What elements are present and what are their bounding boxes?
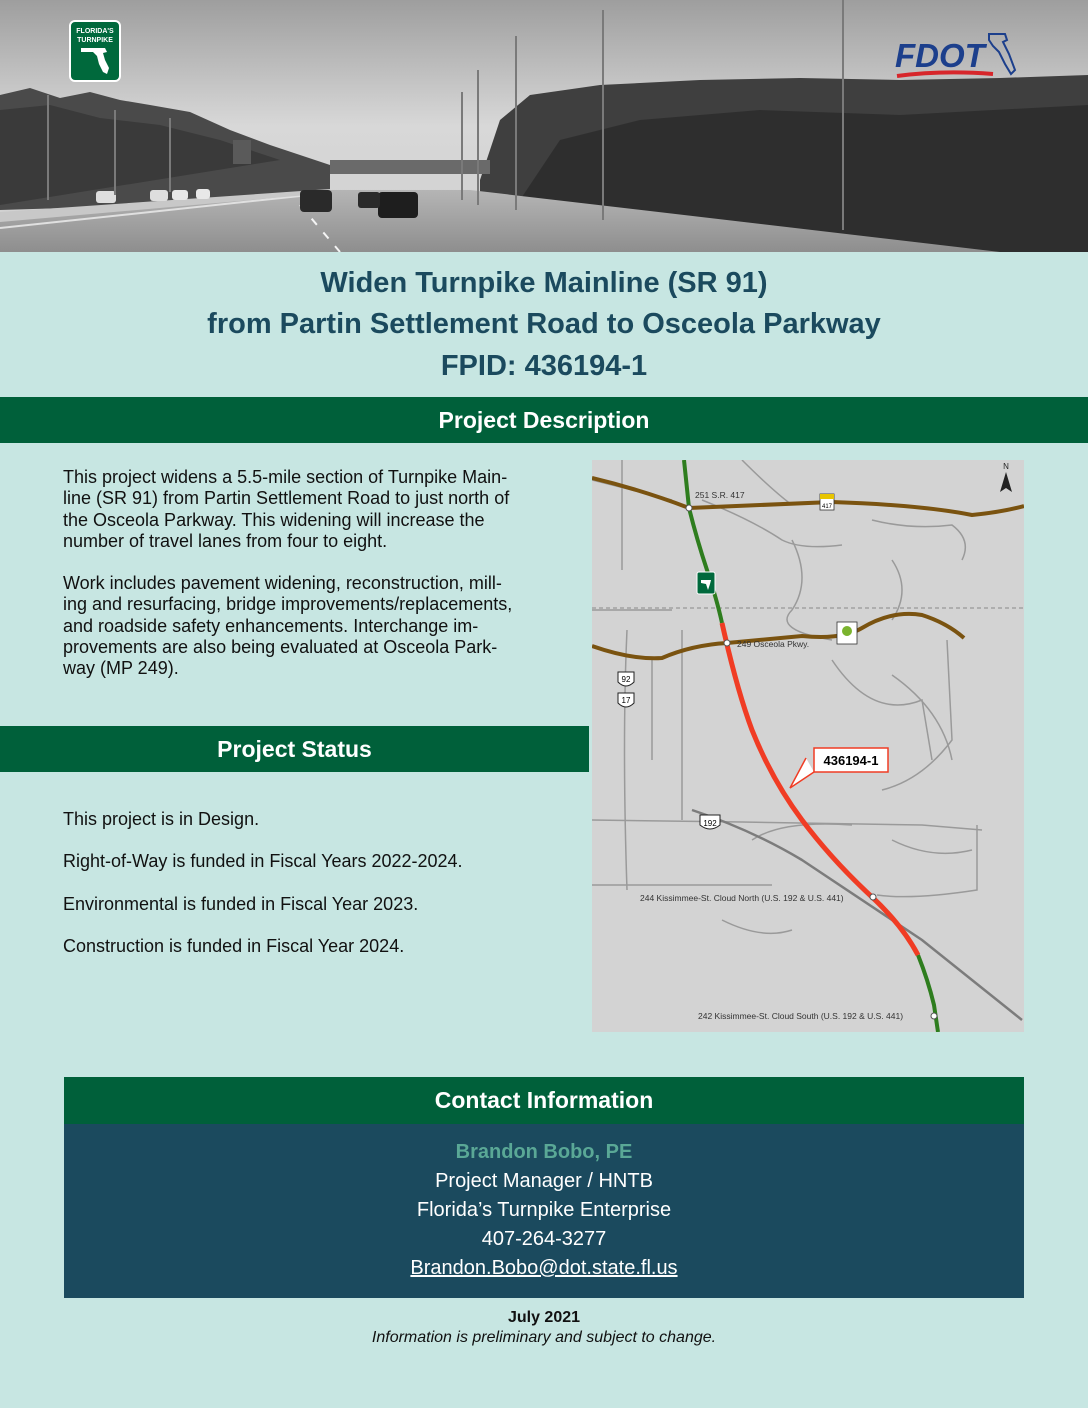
map-label-sr417: 251 S.R. 417 [695,490,745,500]
footer-disclaimer: Information is preliminary and subject to change. [371,1329,717,1346]
florida-outline-icon [989,34,1015,74]
contact-role: Project Manager / HNTB [435,1170,653,1192]
turnpike-logo-line1: FLORIDA'S [76,28,114,35]
map-label-kissimmee-north: 244 Kissimmee-St. Cloud North (U.S. 192 & U.S. 441) [640,893,844,903]
project-description-text [63,467,563,680]
description-line: and roadside safety enhancements. Interchange im- [63,615,479,636]
status-item-construction: Construction is funded in Fiscal Year 2024. [63,936,405,956]
turnpike-logo [69,20,121,82]
title-line-2: from Partin Settlement Road to Osceola Parkway [207,308,881,340]
description-line: Work includes pavement widening, reconstruction, mill- [63,573,502,594]
description-line: the Osceola Parkway. This widening will increase the [63,509,485,530]
shield-us-17-icon [618,693,634,707]
shield-17-label: 17 [621,696,631,705]
project-status-heading: Project Status [0,726,589,772]
status-item-design: This project is in Design. [63,809,260,829]
description-line: This project widens a 5.5-mile section of Turnpike Main- [63,467,508,487]
map-label-kissimmee-south: 242 Kissimmee-St. Cloud South (U.S. 192 & U.S. 441) [698,1011,904,1021]
project-description-heading: Project Description [0,397,1088,443]
description-line: way (MP 249). [63,658,179,679]
shield-192-label: 192 [703,819,717,828]
contact-information-heading: Contact Information [64,1077,1024,1124]
shield-us-92-icon [618,672,634,686]
description-line: ing and resurfacing, bridge improvements/replacements, [63,594,513,615]
shield-us-192-icon [700,815,720,829]
description-line: line (SR 91) from Partin Settlement Road to just north of [63,488,510,509]
title-line-1: Widen Turnpike Mainline (SR 91) [320,267,768,299]
description-line: provements are also being evaluated at Osceola Park- [63,637,498,658]
project-id-label: 436194-1 [823,753,879,768]
shield-92-label: 92 [621,675,631,684]
north-label: N [1003,462,1009,471]
turnpike-logo-line2: TURNPIKE [77,37,113,44]
footer-date: July 2021 [507,1309,581,1326]
status-item-row: Right-of-Way is funded in Fiscal Years 2022-2024. [63,851,463,871]
project-map [592,460,1024,1032]
map-label-osceola: 249 Osceola Pkwy. [737,639,810,649]
fdot-logo-text: FDOT [895,37,985,74]
contact-name: Brandon Bobo, PE [455,1141,633,1163]
fdot-logo [893,30,1021,86]
shield-417-label: 417 [821,504,833,510]
description-line: number of travel lanes from four to eight. [63,530,388,551]
contact-email-link[interactable]: Brandon.Bobo@dot.state.fl.us [410,1257,678,1279]
contact-organization: Florida’s Turnpike Enterprise [416,1199,672,1221]
contact-phone: 407-264-3277 [481,1228,607,1250]
status-item-environmental: Environmental is funded in Fiscal Year 2023. [63,894,419,914]
title-fpid: FPID: 436194-1 [440,350,648,382]
